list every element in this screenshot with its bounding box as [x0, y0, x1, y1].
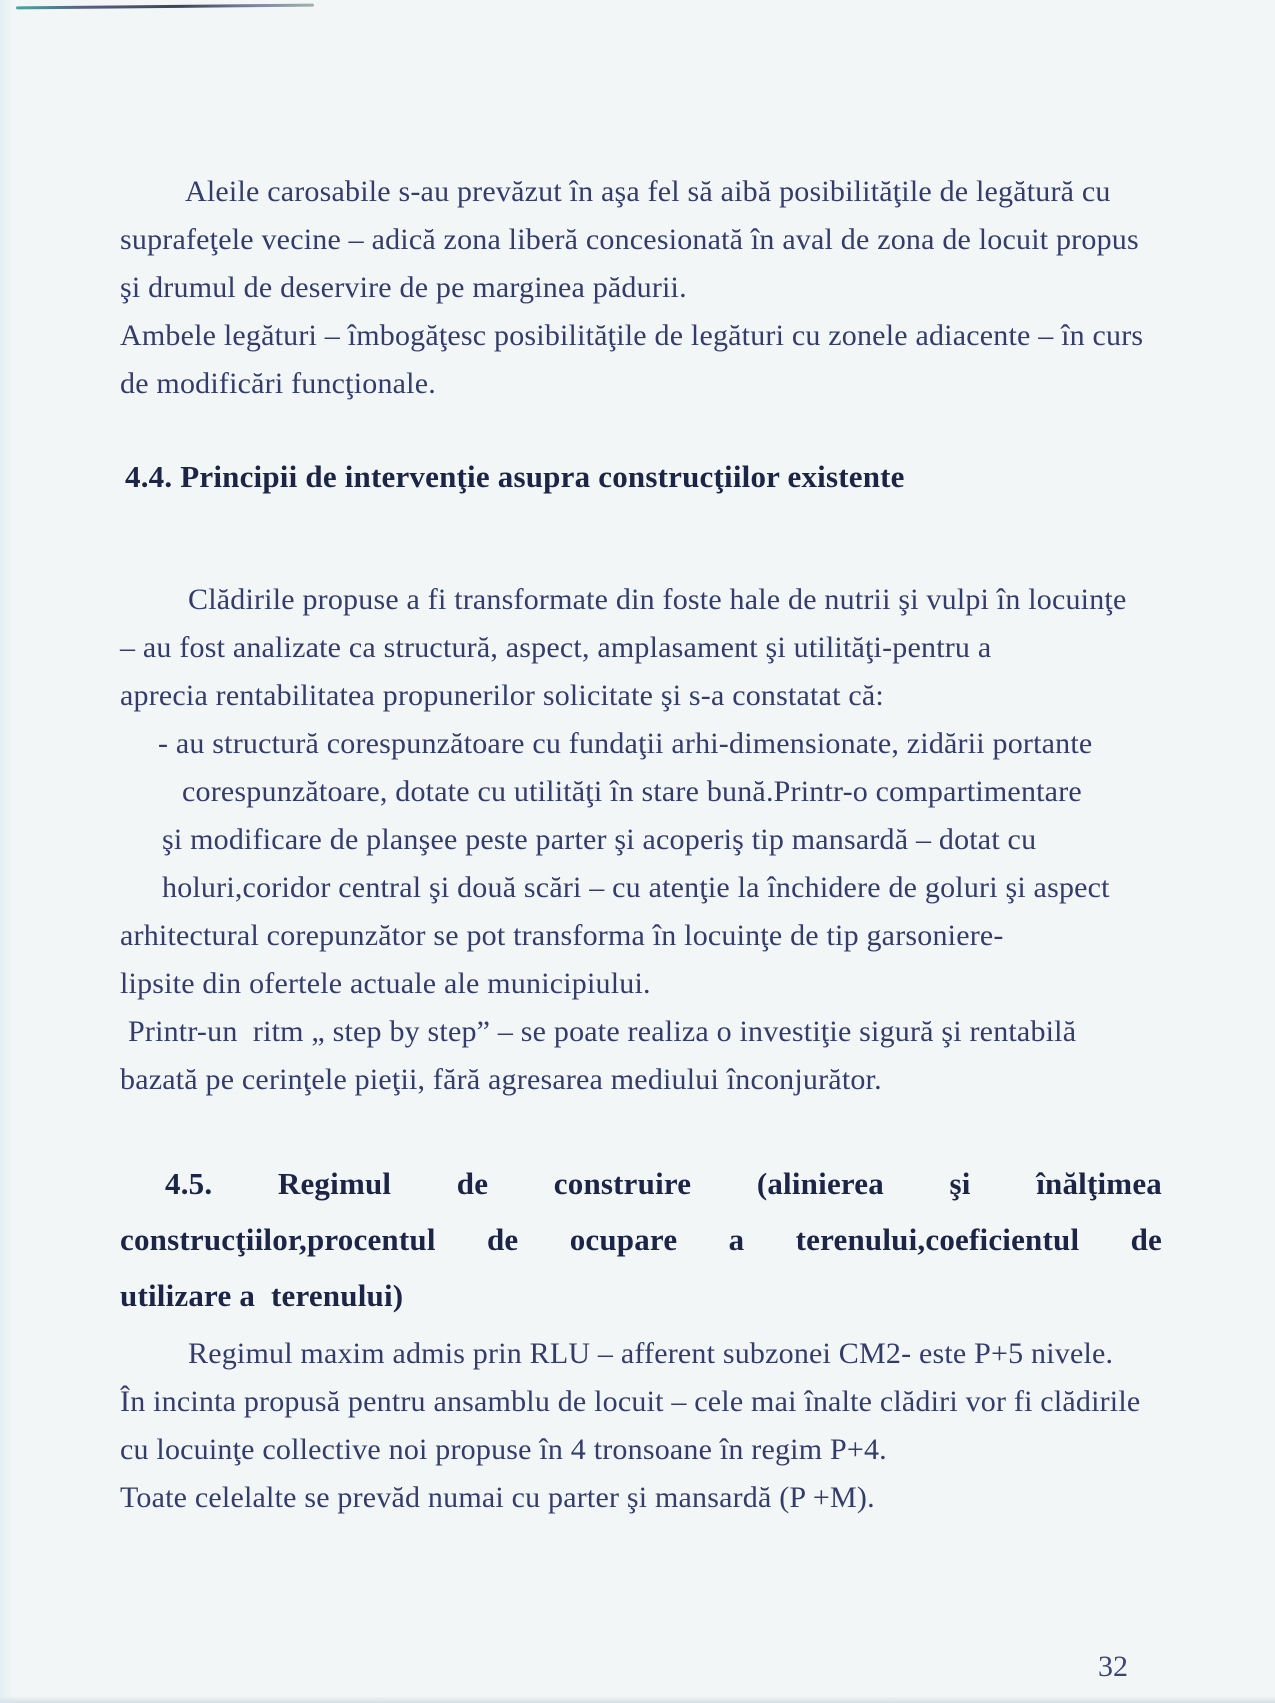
- text-line: lipsite din ofertele actuale ale municipiului.: [120, 967, 651, 1000]
- text-line: aprecia rentabilitatea propunerilor solicitate şi s-a constatat că:: [120, 679, 884, 712]
- text-line: bazată pe cerinţele pieţii, fără agresarea mediului înconjurător.: [120, 1063, 882, 1096]
- page-number: 32: [1098, 1650, 1128, 1683]
- text-line: suprafeţele vecine – adică zona liberă concesionată în aval de zona de locuit propus: [120, 223, 1139, 256]
- text-line: holuri,coridor central şi două scări – cu atenţie la închidere de goluri şi aspect: [162, 871, 1110, 904]
- text-line: Regimul maxim admis prin RLU – afferent subzonei CM2- este P+5 nivele.: [188, 1337, 1114, 1370]
- text-line: Toate celelalte se prevăd numai cu parter şi mansardă (P +M).: [120, 1481, 875, 1514]
- scanner-edge-artifact: [16, 4, 314, 10]
- section-heading-4-5: construcţiilor,procentul de ocupare a terenului,coeficientul de: [120, 1222, 1162, 1257]
- text-line: cu locuinţe collective noi propuse în 4 tronsoane în regim P+4.: [120, 1433, 887, 1466]
- section-heading-4-5: 4.5. Regimul de construire (alinierea şi înălţimea: [165, 1166, 1162, 1201]
- text-line: de modificări funcţionale.: [120, 367, 436, 400]
- text-line: Printr-un ritm „ step by step” – se poate realiza o investiţie sigură şi rentabilă: [128, 1015, 1077, 1048]
- text-line: Aleile carosabile s-au prevăzut în aşa fel să aibă posibilităţile de legătură cu: [185, 175, 1111, 208]
- text-line: şi drumul de deservire de pe marginea pădurii.: [120, 271, 687, 304]
- text-line: şi modificare de planşee peste parter şi acoperiş tip mansardă – dotat cu: [162, 823, 1037, 856]
- text-line: În incinta propusă pentru ansamblu de locuit – cele mai înalte clădiri vor fi clădirile: [120, 1385, 1141, 1418]
- text-line: - au structură corespunzătoare cu fundaţii arhi-dimensionate, zidării portante: [158, 727, 1093, 760]
- text-line: – au fost analizate ca structură, aspect, amplasament şi utilităţi-pentru a: [120, 631, 992, 664]
- text-line: Ambele legături – îmbogăţesc posibilităţile de legături cu zonele adiacente – în curs: [120, 319, 1144, 352]
- text-line: arhitectural corepunzător se pot transforma în locuinţe de tip garsoniere-: [120, 919, 1004, 952]
- document-content: [120, 168, 1162, 1522]
- section-heading-4-5: utilizare a terenului): [120, 1278, 404, 1313]
- text-line: corespunzătoare, dotate cu utilităţi în stare bună.Printr-o compartimentare: [182, 775, 1082, 808]
- section-heading-4-4: 4.4. Principii de intervenţie asupra construcţiilor existente: [125, 459, 905, 494]
- text-line: Clădirile propuse a fi transformate din foste hale de nutrii şi vulpi în locuinţe: [188, 583, 1127, 616]
